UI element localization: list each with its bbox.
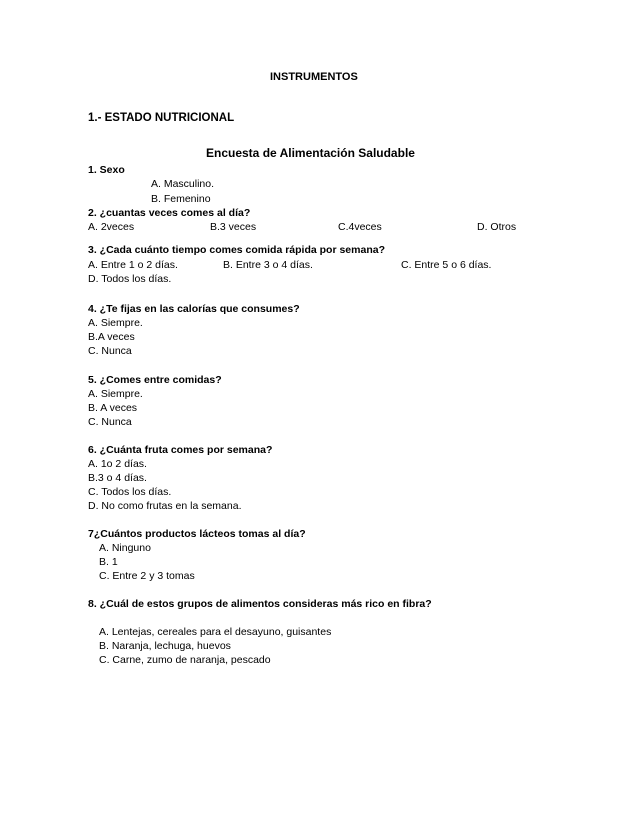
question-5: 5. ¿Comes entre comidas? (88, 374, 222, 386)
option-7b: B. 1 (99, 556, 118, 568)
option-6d: D. No como frutas en la semana. (88, 500, 242, 512)
option-4b: B.A veces (88, 331, 135, 343)
question-3: 3. ¿Cada cuánto tiempo comes comida rápida por semana? (88, 244, 385, 256)
option-6b: B.3 o 4 días. (88, 472, 147, 484)
option-5a: A. Siempre. (88, 388, 143, 400)
question-8: 8. ¿Cuál de estos grupos de alimentos consideras más rico en fibra? (88, 598, 432, 610)
option-3c: C. Entre 5 o 6 días. (401, 259, 492, 271)
option-8c: C. Carne, zumo de naranja, pescado (99, 654, 271, 666)
option-4a: A. Siempre. (88, 317, 143, 329)
page-heading: INSTRUMENTOS (270, 71, 358, 83)
section-title: 1.- ESTADO NUTRICIONAL (88, 112, 235, 124)
option-3b: B. Entre 3 o 4 días. (223, 259, 313, 271)
question-4: 4. ¿Te fijas en las calorías que consumes? (88, 303, 300, 315)
option-4c: C. Nunca (88, 345, 132, 357)
option-3a: A. Entre 1 o 2 días. (88, 259, 178, 271)
question-7: 7¿Cuántos productos lácteos tomas al día? (88, 528, 306, 540)
option-7a: A. Ninguno (99, 542, 151, 554)
option-5c: C. Nunca (88, 416, 132, 428)
question-1: 1. Sexo (88, 164, 125, 176)
option-2d: D. Otros (477, 221, 517, 233)
option-2a: A. 2veces (88, 221, 135, 233)
option-3d: D. Todos los días. (88, 273, 172, 285)
option-5b: B. A veces (88, 402, 138, 414)
question-2: 2. ¿cuantas veces comes al día? (88, 207, 251, 219)
option-6c: C. Todos los días. (88, 486, 172, 498)
option-8b: B. Naranja, lechuga, huevos (99, 640, 231, 652)
option-1a: A. Masculino. (151, 178, 215, 190)
option-2c: C.4veces (338, 221, 382, 233)
option-7c: C. Entre 2 y 3 tomas (99, 570, 195, 582)
option-2b: B.3 veces (210, 221, 257, 233)
question-6: 6. ¿Cuánta fruta comes por semana? (88, 444, 273, 456)
survey-title: Encuesta de Alimentación Saludable (206, 146, 415, 160)
option-6a: A. 1o 2 días. (88, 458, 147, 470)
option-1b: B. Femenino (151, 193, 211, 205)
option-8a: A. Lentejas, cereales para el desayuno, guisantes (99, 626, 332, 638)
